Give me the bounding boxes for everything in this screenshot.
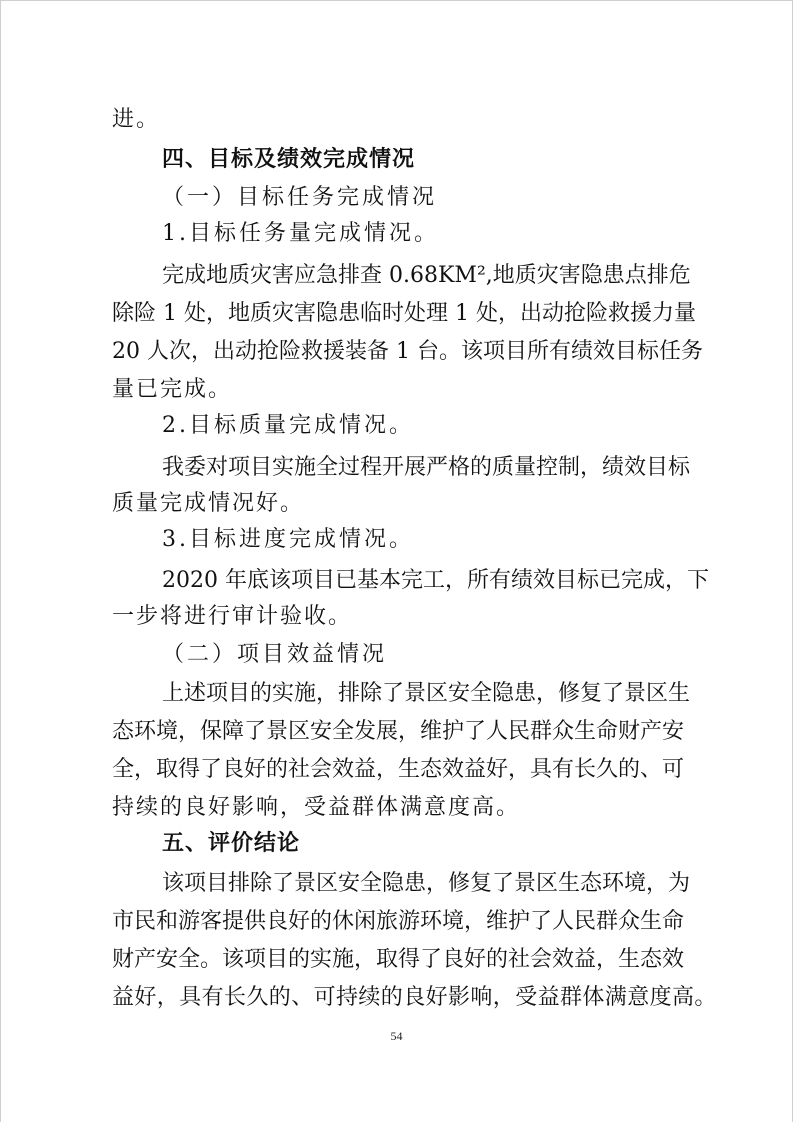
paragraph-line: 完成地质灾害应急排查 0.68KM²,地质灾害隐患点排危 (162, 263, 691, 288)
item-heading-2: 2.目标质量完成情况。 (162, 413, 414, 438)
paragraph-line: 上述项目的实施，排除了景区安全隐患，修复了景区生 (162, 681, 691, 706)
paragraph-line: 除险 1 处，地质灾害隐患临时处理 1 处，出动抢险救援力量 (112, 301, 696, 326)
paragraph-line: 市民和游客提供良好的休闲旅游环境，维护了人民群众生命 (112, 909, 685, 934)
paragraph-line: 2020 年底该项目已基本完工，所有绩效目标已完成，下 (162, 568, 709, 593)
paragraph-line: 该项目排除了景区安全隐患，修复了景区生态环境，为 (162, 871, 691, 896)
subsection-heading-1: （一）目标任务完成情况 (162, 185, 438, 210)
page-border-top (0, 0, 793, 1)
paragraph-line: 量已完成。 (112, 377, 233, 402)
paragraph-line: 态环境，保障了景区安全发展，维护了人民群众生命财产安 (112, 719, 685, 744)
page-border-left (0, 0, 1, 1122)
subsection-heading-2: （二）项目效益情况 (162, 642, 388, 667)
section-heading-5: 五、评价结论 (162, 831, 301, 856)
text-line: 进。 (112, 107, 161, 132)
paragraph-line: 益好，具有长久的、可持续的良好影响，受益群体满意度高。 (112, 985, 717, 1010)
section-heading-4: 四、目标及绩效完成情况 (162, 147, 416, 172)
item-heading-3: 3.目标进度完成情况。 (162, 527, 414, 552)
paragraph-line: 质量完成情况好。 (112, 491, 305, 516)
paragraph-line: 持续的良好影响，受益群体满意度高。 (112, 795, 521, 820)
paragraph-line: 全，取得了良好的社会效益，生态效益好，具有长久的、可 (112, 757, 685, 782)
paragraph-line: 一步将进行审计验收。 (112, 604, 353, 629)
item-heading-1: 1.目标任务量完成情况。 (162, 221, 439, 246)
paragraph-line: 我委对项目实施全过程开展严格的质量控制，绩效目标 (162, 455, 691, 480)
page-number: 54 (390, 1029, 403, 1043)
paragraph-line: 财产安全。该项目的实施，取得了良好的社会效益，生态效 (112, 947, 685, 972)
paragraph-line: 20 人次，出动抢险救援装备 1 台。该项目所有绩效目标任务 (112, 339, 703, 364)
